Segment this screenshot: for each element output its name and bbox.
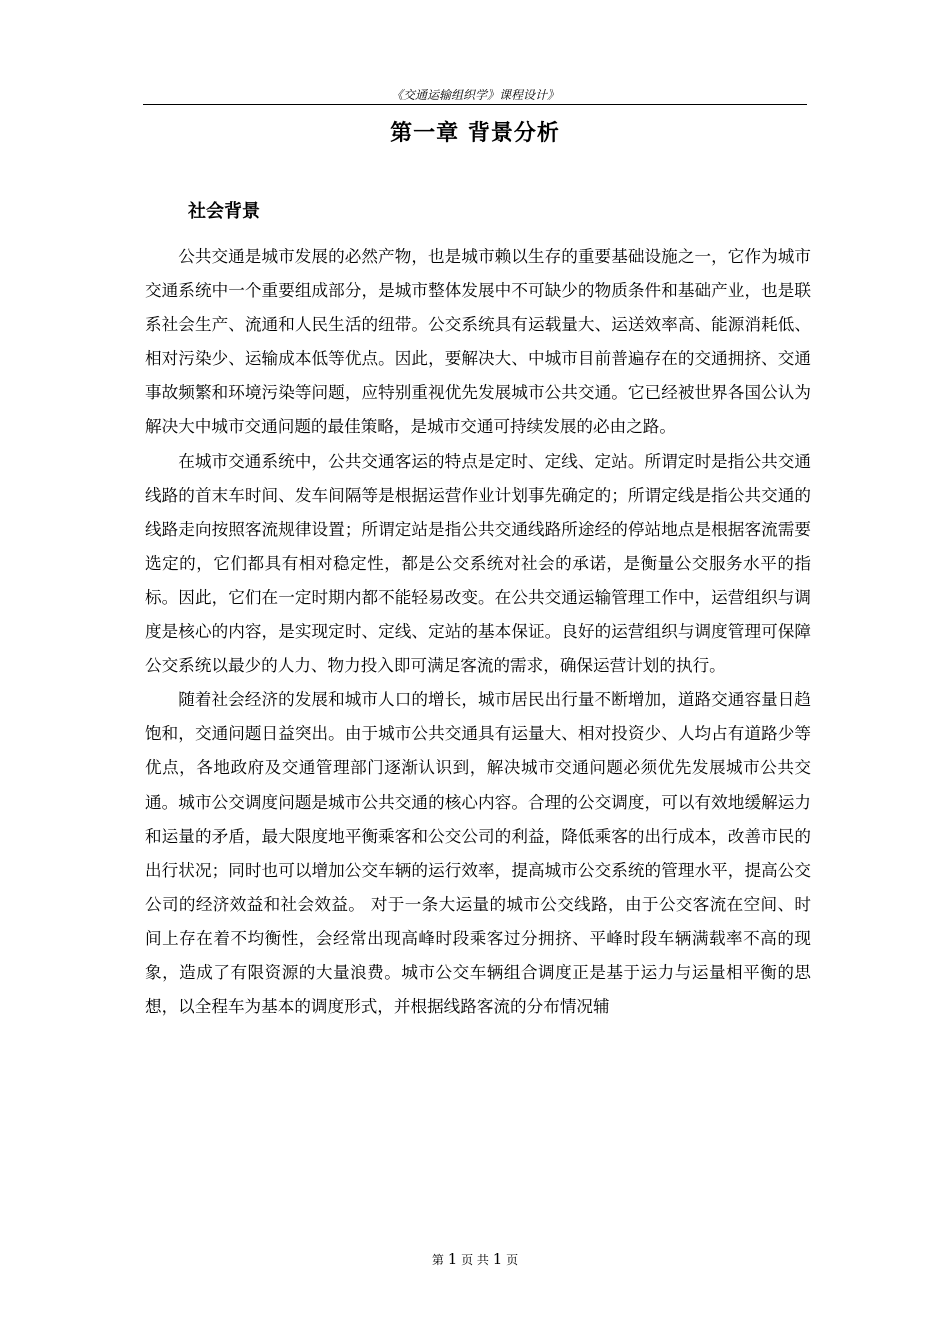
chapter-title: 第一章 背景分析 <box>390 121 560 146</box>
page-footer <box>143 1250 807 1269</box>
section-title: 社会背景 <box>188 201 260 222</box>
page-number: 1 <box>447 1250 458 1268</box>
footer-prefix: 第 <box>431 1253 444 1267</box>
paragraph: 公共交通是城市发展的必然产物，也是城市赖以生存的重要基础设施之一，它作为城市交通系统中一个重要组成部分，是城市整体发展中不可缺少的物质条件和基础产业，也是联系社会生产、流通和人民生活的纽带。公交系统具有运载量大、运送效率高、能源消耗低、相对污染少、运输成本低等优点。因此，要解决大、中城市目前普遍存在的交通拥挤、交通事故频繁和环境污染等问题，应特别重视优先发展城市公共交通。它已经被世界各国公认为解决大中城市交通问题的最佳策略，是城市交通可持续发展的必由之路。 <box>145 247 811 437</box>
page-header <box>143 88 807 105</box>
running-title: 《交通运输组织学》课程设计》 <box>390 88 559 102</box>
footer-suffix: 页 <box>506 1253 519 1267</box>
total-pages: 1 <box>492 1250 503 1268</box>
body-text <box>145 240 811 1024</box>
paragraph: 在城市交通系统中，公共交通客运的特点是定时、定线、定站。所谓定时是指公共交通线路的首末车时间、发车间隔等是根据运营作业计划事先确定的；所谓定线是指公共交通的线路走向按照客流规律设置；所谓定站是指公共交通线路所途经的停站地点是根据客流需要选定的，它们都具有相对稳定性，都是公交系统对社会的承诺，是衡量公交服务水平的指标。因此，它们在一定时期内都不能轻易改变。在公共交通运输管理工作中，运营组织与调度是核心的内容，是实现定时、定线、定站的基本保证。良好的运营组织与调度管理可保障公交系统以最少的人力、物力投入即可满足客流的需求，确保运营计划的执行。 <box>145 451 811 676</box>
paragraph: 随着社会经济的发展和城市人口的增长，城市居民出行量不断增加，道路交通容量日趋饱和，交通问题日益突出。由于城市公共交通具有运量大、相对投资少、人均占有道路少等优点，各地政府及交通管理部门逐渐认识到，解决城市交通问题必须优先发展城市公共交通。城市公交调度问题是城市公共交通的核心内容。合理的公交调度，可以有效地缓解运力和运量的矛盾，最大限度地平衡乘客和公交公司的利益，降低乘客的出行成本，改善市民的出行状况；同时也可以增加公交车辆的运行效率，提高城市公交系统的管理水平，提高公交公司的经济效益和社会效益。 对于一条大运量的城市公交线路，由于公交客流在空间、时间上存在着不均衡性，会经常出现高峰时段乘客过分拥挤、平峰时段车辆满载率不高的现象，造成了有限资源的大量浪费。城市公交车辆组合调度正是基于运力与运量相平衡的思想，以全程车为基本的调度形式，并根据线路客流的分布情况辅 <box>145 690 811 1017</box>
footer-middle: 页 共 <box>461 1253 489 1267</box>
